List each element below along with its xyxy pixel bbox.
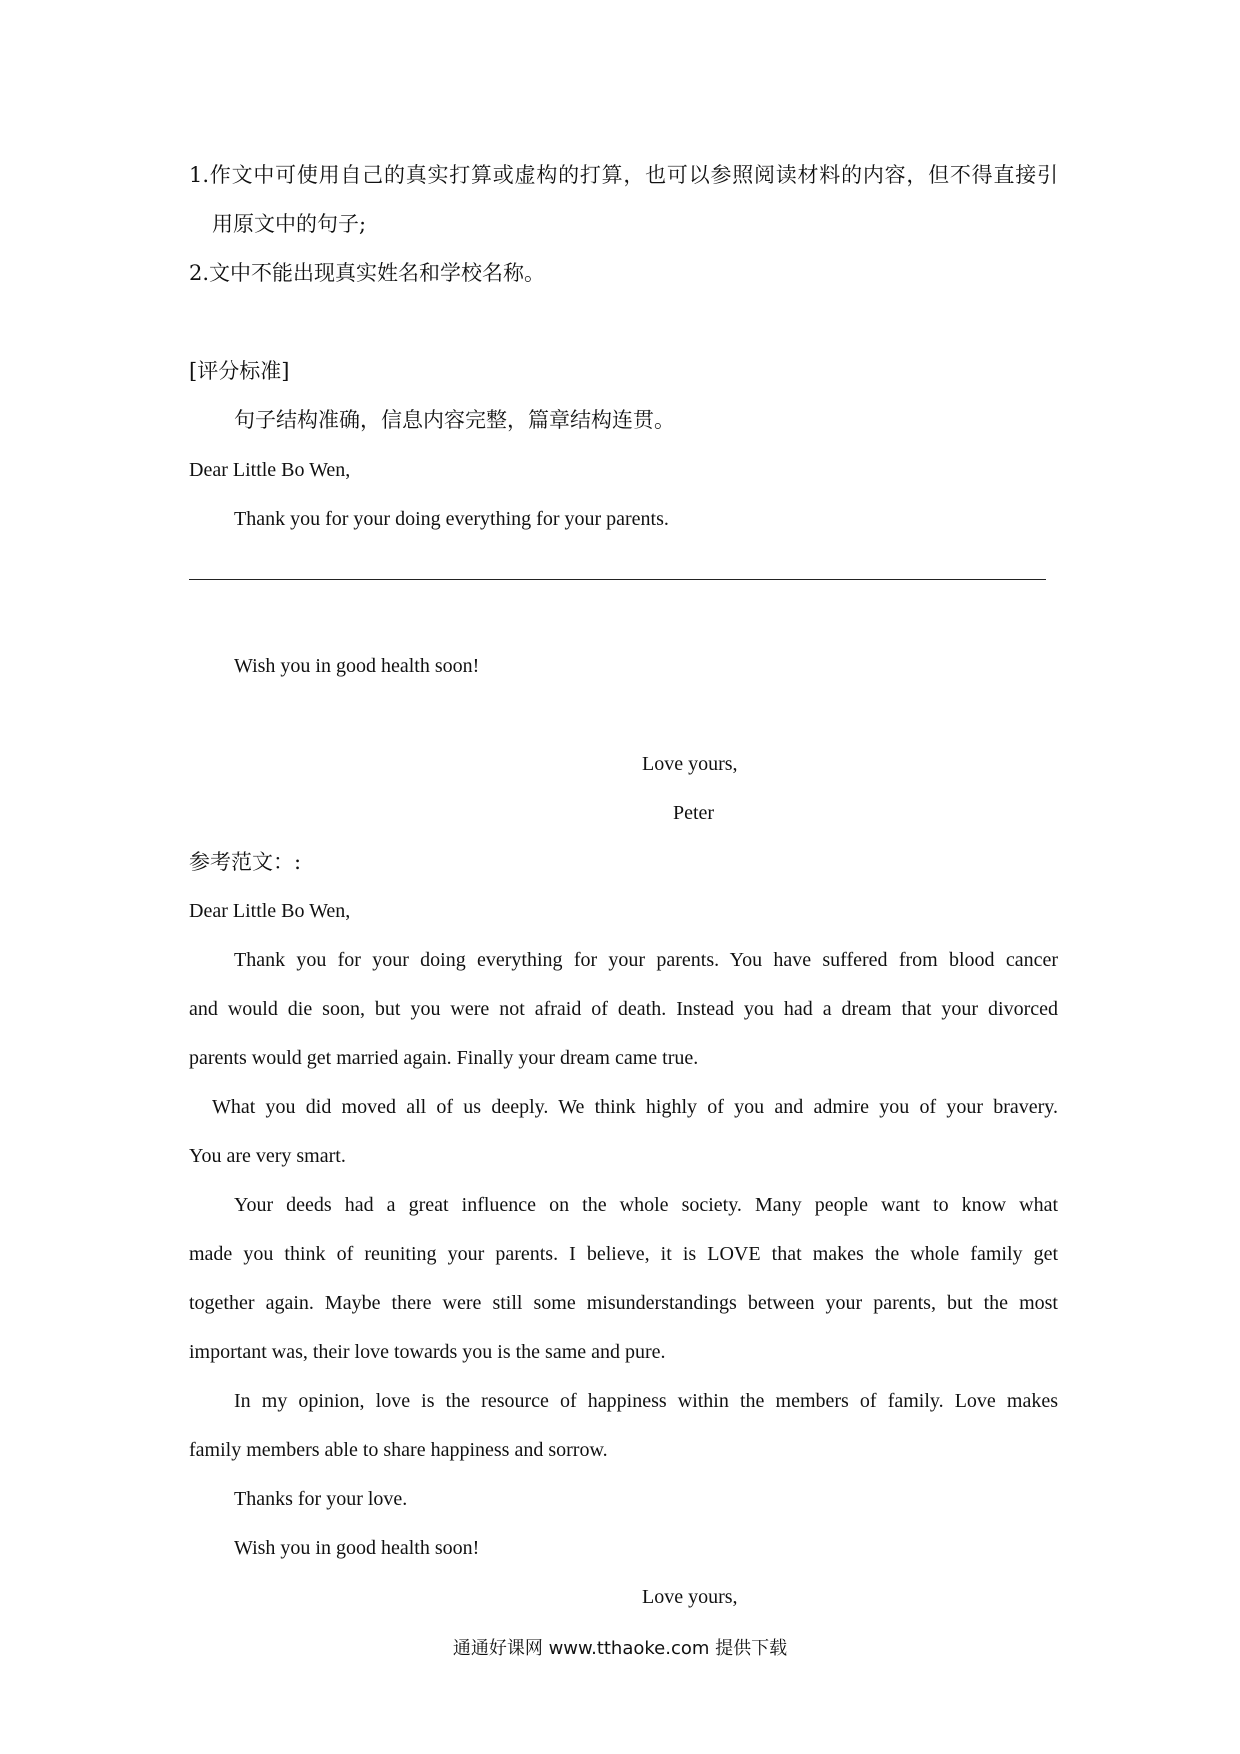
sample-line: You are very smart. — [189, 1145, 346, 1167]
sample-line: together again. Maybe there were still some misunderstandings between your parents, but the most — [189, 1292, 1058, 1314]
template-salutation: Dear Little Bo Wen, — [189, 459, 351, 481]
template-opening: Thank you for your doing everything for your parents. — [234, 508, 669, 530]
sample-line: Your deeds had a great influence on the whole society. Many people want to know what — [234, 1194, 1058, 1216]
sample-line: Thank you for your doing everything for your parents. You have suffered from blood cancer — [234, 949, 1058, 971]
requirement-item-2: 2.文中不能出现真实姓名和学校名称。 — [189, 261, 546, 285]
sample-line: Thanks for your love. — [234, 1488, 408, 1510]
sample-line: family members able to share happiness and sorrow. — [189, 1439, 608, 1461]
sample-line: parents would get married again. Finally your dream came true. — [189, 1047, 699, 1069]
sample-line: important was, their love towards you is the same and pure. — [189, 1341, 666, 1363]
template-signature: Peter — [673, 802, 715, 824]
template-closing-wish: Wish you in good health soon! — [234, 655, 480, 677]
sample-signoff: Love yours, — [642, 1586, 738, 1608]
writing-line — [189, 579, 1046, 580]
sample-heading: 参考范文：: — [189, 850, 302, 874]
sample-line: Wish you in good health soon! — [234, 1537, 480, 1559]
sample-salutation: Dear Little Bo Wen, — [189, 900, 351, 922]
requirement-item-1-line-1: 1.作文中可使用自己的真实打算或虚构的打算，也可以参照阅读材料的内容，但不得直接引 — [189, 163, 1058, 187]
sample-line: In my opinion, love is the resource of happiness within the members of family. Love makes — [234, 1390, 1058, 1412]
page-footer: 通通好课网 www.tthaoke.com 提供下载 — [452, 1638, 788, 1659]
sample-line: What you did moved all of us deeply. We think highly of you and admire you of your bravery. — [212, 1096, 1058, 1118]
template-signoff: Love yours, — [642, 753, 738, 775]
scoring-text: 句子结构准确，信息内容完整，篇章结构连贯。 — [234, 408, 675, 432]
sample-line: made you think of reuniting your parents. I believe, it is LOVE that makes the whole family get — [189, 1243, 1058, 1265]
scoring-heading: [评分标准] — [189, 359, 290, 383]
sample-line: and would die soon, but you were not afraid of death. Instead you had a dream that your divorced — [189, 998, 1058, 1020]
requirement-item-1-line-2: 用原文中的句子; — [212, 212, 367, 236]
